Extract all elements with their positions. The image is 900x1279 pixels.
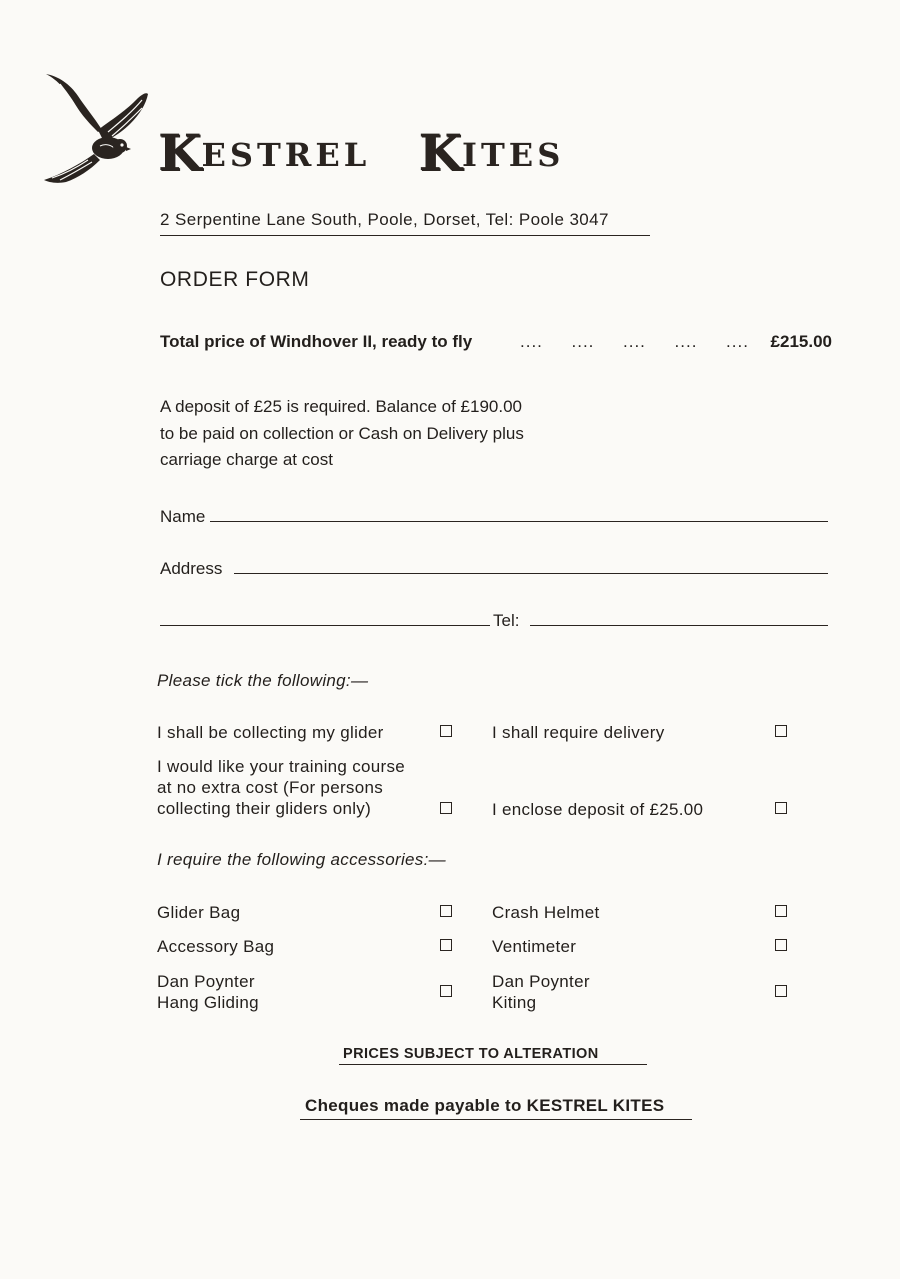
accessory-line: Hang Gliding [157,993,259,1012]
deposit-line: carriage charge at cost [160,450,333,469]
brand-initial: K [158,123,202,182]
address-input-line[interactable] [234,573,828,574]
accessory-crash-helmet-checkbox[interactable] [775,905,787,917]
prices-notice-underline [339,1064,647,1065]
prices-notice: PRICES SUBJECT TO ALTERATION [343,1046,599,1062]
option-collecting-label: I shall be collecting my glider [157,723,384,742]
accessory-accessory-bag-label: Accessory Bag [157,937,275,956]
option-delivery-label: I shall require delivery [492,723,665,742]
name-label: Name [160,507,206,526]
company-name [158,123,565,182]
brand-word: ESTREL [201,136,371,174]
company-address: 2 Serpentine Lane South, Poole, Dorset, Tel: Poole 3047 [160,210,609,229]
option-delivery-checkbox[interactable] [775,725,787,737]
accessory-accessory-bag-checkbox[interactable] [440,939,452,951]
brand-word: ITES [462,136,565,174]
option-training-line: at no extra cost (For persons [157,778,384,797]
cheques-notice-underline [300,1119,692,1120]
accessory-line: Dan Poynter [492,972,590,991]
address-underline [160,235,650,236]
deposit-line: A deposit of £25 is required. Balance of £190.00 [160,397,522,416]
tick-heading: Please tick the following:— [157,671,369,690]
accessory-hang-gliding-book-label [157,971,259,1013]
accessory-kiting-book-label [492,971,590,1013]
accessory-line: Dan Poynter [157,972,255,991]
accessory-ventimeter-label: Ventimeter [492,937,577,956]
option-training-line: collecting their gliders only) [157,799,372,818]
deposit-text [160,394,524,474]
option-deposit-label: I enclose deposit of £25.00 [492,800,704,819]
accessory-crash-helmet-label: Crash Helmet [492,903,600,922]
accessory-line: Kiting [492,993,537,1012]
address-label: Address [160,559,223,578]
price-value: £215.00 [770,332,832,351]
deposit-line: to be paid on collection or Cash on Delivery plus [160,423,524,443]
tel-input-line[interactable] [530,625,828,626]
option-deposit-checkbox[interactable] [775,802,787,814]
tel-label: Tel: [493,611,520,630]
accessory-glider-bag-checkbox[interactable] [440,905,452,917]
option-collecting-checkbox[interactable] [440,725,452,737]
accessories-heading: I require the following accessories:— [157,850,446,869]
accessory-ventimeter-checkbox[interactable] [775,939,787,951]
brand-initial: K [418,123,463,182]
accessory-kiting-book-checkbox[interactable] [775,985,787,997]
option-training-label [157,756,405,819]
price-leader-dots: .... .... .... .... .... [520,332,749,351]
accessory-glider-bag-label: Glider Bag [157,903,241,922]
accessory-hang-gliding-book-checkbox[interactable] [440,985,452,997]
kestrel-bird-icon [38,70,156,192]
option-training-checkbox[interactable] [440,802,452,814]
address-input-line-2[interactable] [160,625,490,626]
option-training-line: I would like your training course [157,757,406,776]
form-title: ORDER FORM [160,268,310,291]
price-label: Total price of Windhover II, ready to fly [160,332,473,351]
name-input-line[interactable] [210,521,828,522]
cheques-notice: Cheques made payable to KESTREL KITES [305,1096,665,1115]
